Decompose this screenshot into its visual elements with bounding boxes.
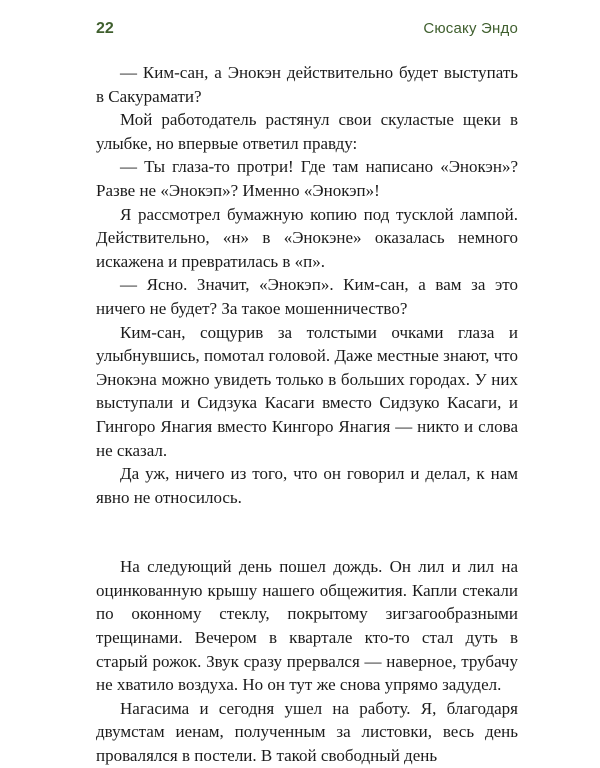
paragraph-4: Я рассмотрел бумажную копию под тусклой лампой. Действительно, «н» в «Энокэне» оказалась немного искажена и превратилась в «п».	[96, 204, 518, 271]
paragraph-1: — Ким-сан, а Энокэн действительно будет выступать в Сакурамати?	[96, 63, 518, 106]
page-header	[96, 20, 518, 44]
section-break	[96, 509, 518, 555]
paragraph-6: Ким-сан, сощурив за толстыми очками глаза и улыбнувшись, помотал головой. Даже местные знают, что Энокэна можно увидеть только в больших городах. У них выступали и Сидзука Касаги вместо Сидзуко Касаги, и Гингоро Янагия вместо Кингоро Янагия — никто и слова не сказал.	[96, 322, 518, 460]
paragraph-2: Мой работодатель растянул свои скуластые щеки в улыбке, но впервые ответил правду:	[96, 110, 518, 153]
page-number: 22	[96, 20, 114, 37]
page-body	[96, 61, 518, 768]
running-title: Сюсаку Эндо	[423, 20, 518, 37]
paragraph-7: Да уж, ничего из того, что он говорил и делал, к нам явно не относилось.	[96, 464, 518, 507]
paragraph-8: На следующий день пошел дождь. Он лил и лил на оцинкованную крышу нашего общежития. Капли стекали по оконному стеклу, покрытому зигзагообразными трещинами. Вечером в квартале кто-то стал дуть в старый рожок. Звук сразу прервался — наверное, трубачу не хватило воздуха. Но он тут же снова упрямо задудел.	[96, 557, 518, 695]
paragraph-9: Нагасима и сегодня ушел на работу. Я, благодаря двумстам иенам, полученным за листовки, весь день провалялся в постели. В такой свободный день	[96, 698, 518, 766]
paragraph-3: — Ты глаза-то протри! Где там написано «Энокэн»? Разве не «Энокэп»? Именно «Энокэп»!	[96, 157, 518, 200]
paragraph-5: — Ясно. Значит, «Энокэп». Ким-сан, а вам за это ничего не будет? За такое мошенничество?	[96, 275, 518, 318]
